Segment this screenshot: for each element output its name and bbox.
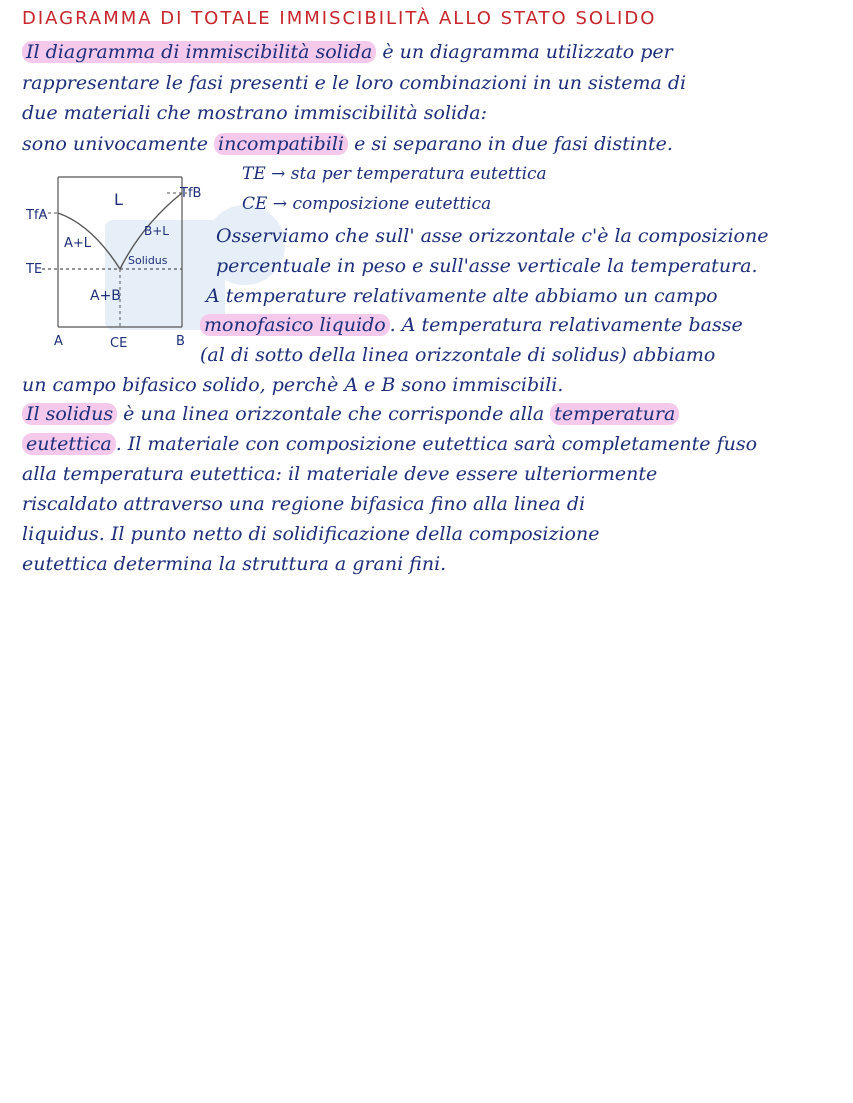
paragraph3-line1-mid: è una linea orizzontale che corrisponde alla xyxy=(117,403,551,425)
paragraph2-line3: A temperature relativamente alte abbiamo un campo xyxy=(206,285,718,307)
highlight-monofasico: monofasico liquido xyxy=(200,314,390,336)
paragraph2-line4-rest: . A temperatura relativamente basse xyxy=(389,314,743,336)
paragraph2-line6: un campo bifasico solido, perchè A e B sono immiscibili. xyxy=(22,374,564,396)
paragraph3-line6: eutettica determina la struttura a grani fini. xyxy=(22,553,447,575)
paragraph1-line1-rest: è un diagramma utilizzato per xyxy=(376,41,673,63)
label-tfb: TfB xyxy=(180,186,202,201)
highlight-immiscibility: Il diagramma di immiscibilità solida xyxy=(22,41,376,63)
label-te: TE xyxy=(26,262,43,277)
paragraph3-line5: liquidus. Il punto netto di solidificazione della composizione xyxy=(22,523,600,545)
paragraph3-line2-rest: . Il materiale con composizione eutettica sarà completamente fuso xyxy=(115,433,758,455)
label-L: L xyxy=(114,190,123,209)
paragraph2-line4 xyxy=(200,311,743,339)
legend-te: TE → sta per temperatura eutettica xyxy=(242,164,547,184)
paragraph2-line5: (al di sotto della linea orizzontale di solidus) abbiamo xyxy=(200,344,716,366)
paragraph1-line3: due materiali che mostrano immiscibilità solida: xyxy=(22,102,487,124)
label-tfa: TfA xyxy=(26,208,48,223)
label-b: B xyxy=(176,334,185,349)
paragraph1-line4 xyxy=(22,130,673,158)
paragraph2-line2: percentuale in peso e sull'asse verticale la temperatura. xyxy=(216,255,758,277)
paragraph3-line1 xyxy=(22,400,679,428)
highlight-temperatura: temperatura xyxy=(550,403,679,425)
paragraph1-line1 xyxy=(22,38,673,66)
paragraph3-line3: alla temperatura eutettica: il materiale deve essere ulteriormente xyxy=(22,463,658,485)
label-a: A xyxy=(54,334,63,349)
page-title: DIAGRAMMA DI TOTALE IMMISCIBILITÀ ALLO STATO SOLIDO xyxy=(22,8,657,29)
paragraph1-line4-end: e si separano in due fasi distinte. xyxy=(348,133,673,155)
highlight-eutettica: eutettica xyxy=(22,433,116,455)
phase-diagram xyxy=(22,165,212,350)
paragraph3-line2 xyxy=(22,430,757,458)
label-solidus: Solidus xyxy=(128,254,168,267)
label-a-plus-b: A+B xyxy=(90,288,121,304)
label-b-plus-l: B+L xyxy=(144,224,169,238)
legend-ce: CE → composizione eutettica xyxy=(242,194,492,214)
label-ce: CE xyxy=(110,336,128,350)
paragraph3-line4: riscaldato attraverso una regione bifasica fino alla linea di xyxy=(22,493,586,515)
highlight-incompatibili: incompatibili xyxy=(214,133,348,155)
highlight-solidus: Il solidus xyxy=(22,403,117,425)
paragraph1-line2: rappresentare le fasi presenti e le loro combinazioni in un sistema di xyxy=(22,72,687,94)
paragraph2-line1: Osserviamo che sull' asse orizzontale c'è la composizione xyxy=(216,225,769,247)
label-a-plus-l: A+L xyxy=(64,236,92,251)
paragraph1-line4-start: sono univocamente xyxy=(22,133,215,155)
